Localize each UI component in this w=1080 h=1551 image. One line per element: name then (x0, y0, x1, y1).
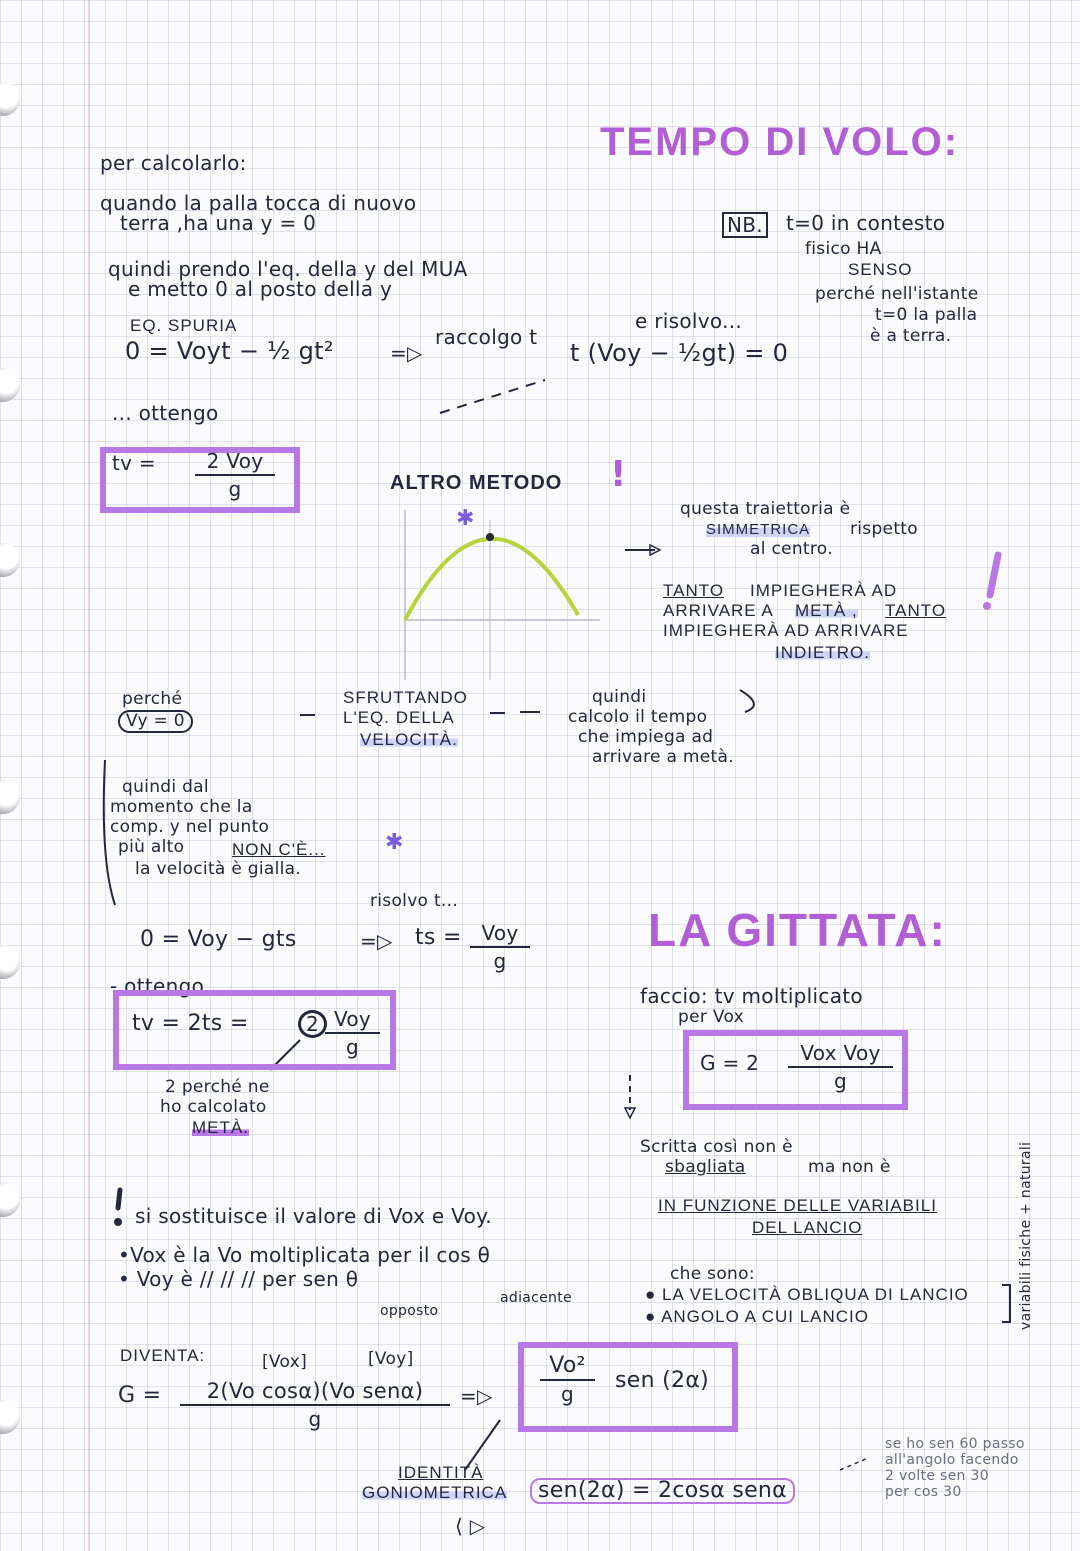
tv-label: tv = (112, 451, 156, 475)
g3-denominator: g (561, 1382, 574, 1406)
arrow-equals-2: =▷ (360, 929, 393, 953)
diventa: DIVENTA: (120, 1346, 206, 1365)
tv2-numerator: Voy (333, 1007, 372, 1031)
note-ottengo-1: ... ottengo (112, 401, 219, 425)
traj-line-1: questa traiettoria è (680, 499, 851, 519)
g3-numerator: Vo² (549, 1353, 586, 1378)
nb-line-2: fisico HA (805, 239, 882, 259)
che-sono: che sono: (670, 1264, 755, 1284)
qdal-1: quindi dal (122, 777, 209, 797)
title-tempo-di-volo: TEMPO DI VOLO: (600, 120, 960, 164)
dashed-arrow (440, 380, 545, 413)
tanto-2b: METÀ , (795, 601, 858, 620)
voy-line: • Voy è // // // per sen θ (118, 1267, 359, 1291)
nb-line-5: t=0 la palla (875, 305, 978, 325)
g3-fraction (540, 1355, 595, 1405)
identita-formula: sen(2α) = 2cosα senα (530, 1478, 795, 1504)
scritta-1: Scritta così non è (640, 1137, 793, 1157)
tanto-2c: TANTO (885, 601, 947, 620)
arrow-equals-3: =▷ (460, 1384, 493, 1408)
arrow-equals: =▷ (390, 341, 423, 365)
label-opposto: opposto (380, 1303, 439, 1319)
identita-1: IDENTITÀ (398, 1463, 484, 1482)
g3-right: sen (2α) (615, 1368, 709, 1393)
tanto-1a: TANTO (663, 581, 725, 600)
sfruttando-2: L'EQ. DELLA (343, 708, 455, 727)
g-left: G = 2 (700, 1051, 760, 1075)
equation-factored: t (Voy − ½gt) = 0 (570, 339, 789, 367)
traj-line-3: rispetto (850, 519, 918, 539)
note-per-calcolarlo: per calcolarlo: (100, 151, 247, 175)
equation-main: 0 = Voyt − ½ gt² (125, 337, 334, 365)
tv2-denominator: g (346, 1035, 359, 1059)
g-denominator: g (834, 1069, 847, 1093)
tanto-1b: IMPIEGHERÀ AD (750, 581, 898, 600)
quindi-calc-2: calcolo il tempo (568, 707, 708, 727)
ts-fraction (470, 922, 530, 972)
note-risolvo: e risolvo... (635, 309, 743, 333)
qdal-3: comp. y nel punto (110, 817, 270, 837)
qdal-5: NON C'È... (232, 840, 326, 859)
qdal-6: la velocità è gialla. (135, 859, 302, 879)
quindi-calc-3: che impiega ad (578, 727, 714, 747)
se-ho-2: all'angolo facendo (885, 1452, 1019, 1468)
bracket-voy: [Voy] (368, 1349, 414, 1369)
se-ho-1: se ho sen 60 passo (885, 1436, 1025, 1452)
tv-fraction (195, 450, 275, 500)
nb-line-6: è a terra. (870, 326, 952, 346)
tv2-two: 2 (298, 1010, 327, 1038)
label-adiacente: adiacente (500, 1290, 572, 1306)
traj-line-4: al centro. (750, 539, 833, 559)
g2-left: G = (118, 1383, 162, 1408)
vertex-point (486, 533, 494, 541)
ts-denominator: g (493, 949, 507, 973)
tv-denominator: g (228, 477, 242, 501)
faccio-1: faccio: tv moltiplicato (640, 984, 863, 1008)
funzione-2: DEL LANCIO (752, 1218, 863, 1237)
nb-line-4: perché nell'istante (815, 284, 979, 304)
tv-numerator: 2 Voy (206, 449, 264, 473)
bracket-vox: [Vox] (262, 1352, 308, 1372)
note-quando-2: terra ,ha una y = 0 (120, 211, 317, 235)
quindi-calc-1: quindi (592, 687, 647, 707)
note-risolvo-t: risolvo t... (370, 891, 459, 911)
qdal-2: momento che la (110, 797, 253, 817)
sfruttando-1: SFRUTTANDO (343, 688, 468, 707)
note-quindi-2: e metto 0 al posto della y (128, 277, 393, 301)
bullet-2-text: ANGOLO A CUI LANCIO (661, 1307, 870, 1326)
note-quando-1: quando la palla tocca di nuovo (100, 191, 417, 215)
funzione-1: IN FUNZIONE DELLE VARIABILI (658, 1196, 937, 1215)
quindi-calc-4: arrivare a metà. (592, 747, 734, 767)
se-ho-4: per cos 30 (885, 1484, 962, 1500)
heading-altro-metodo: ALTRO METODO (390, 472, 563, 494)
g2-numerator: 2(Vo cosα)(Vo senα) (206, 1379, 424, 1403)
arrow-up: ⟨ ▷ (455, 1514, 486, 1538)
vy-zero: Vy = 0 (118, 710, 193, 733)
vertical-note: variabili fisiche + naturali (1018, 1141, 1034, 1330)
tv2-fraction (325, 1008, 380, 1058)
faccio-2: per Vox (678, 1007, 744, 1027)
identita-2: GONIOMETRICA (362, 1483, 508, 1502)
due-3: METÀ. (192, 1118, 249, 1137)
note-ottengo-2: - ottengo (110, 974, 205, 998)
equation-velocity: 0 = Voy − gts (140, 927, 297, 952)
nb-line-1: t=0 in contesto (786, 211, 946, 235)
trajectory-parabola (405, 539, 578, 620)
sostituisce: si sostituisce il valore di Vox e Voy. (135, 1204, 493, 1228)
g2-fraction (180, 1380, 450, 1430)
note-raccolgo: raccolgo t (435, 325, 538, 349)
title-gittata: LA GITTATA: (648, 904, 947, 956)
bullet-1: ● LA VELOCITÀ OBLIQUA DI LANCIO (645, 1285, 969, 1304)
tv2-left: tv = 2ts = (132, 1011, 249, 1036)
scritta-2: sbagliata (665, 1157, 746, 1177)
ts-label: ts = (415, 925, 462, 950)
se-ho-3: 2 volte sen 30 (885, 1468, 989, 1484)
star-icon: ✱ (385, 830, 404, 855)
g2-denominator: g (308, 1407, 322, 1431)
exclamation-altro: ! (610, 454, 627, 495)
vox-line: •Vox è la Vo moltiplicata per il cos θ (118, 1243, 491, 1267)
note-perche: perché (122, 689, 183, 709)
due-2: ho calcolato (160, 1097, 267, 1117)
qdal-4: più alto (118, 837, 185, 857)
bullet-1-text: LA VELOCITÀ OBLIQUA DI LANCIO (662, 1285, 969, 1304)
traj-simmetrica: SIMMETRICA (706, 521, 811, 538)
tanto-2a: ARRIVARE A (663, 601, 774, 620)
g-fraction (788, 1042, 893, 1092)
tanto-3: IMPIEGHERÀ AD ARRIVARE (663, 621, 909, 640)
sfruttando-3: VELOCITÀ. (360, 730, 458, 749)
star-icon: ✱ (456, 506, 475, 531)
due-1: 2 perché ne (165, 1077, 270, 1097)
bullet-2: ● ANGOLO A CUI LANCIO (645, 1307, 870, 1326)
ts-numerator: Voy (481, 921, 519, 945)
exclamation-mark (990, 555, 998, 595)
nb-line-3: SENSO (848, 260, 913, 279)
g-numerator: Vox Voy (800, 1041, 881, 1065)
scritta-3: ma non è (808, 1157, 891, 1177)
nb-label: NB. (722, 212, 768, 238)
tanto-4: INDIETRO. (775, 643, 870, 662)
note-quindi-1: quindi prendo l'eq. della y del MUA (108, 257, 468, 281)
label-eq-spuria: EQ. SPURIA (130, 316, 238, 335)
